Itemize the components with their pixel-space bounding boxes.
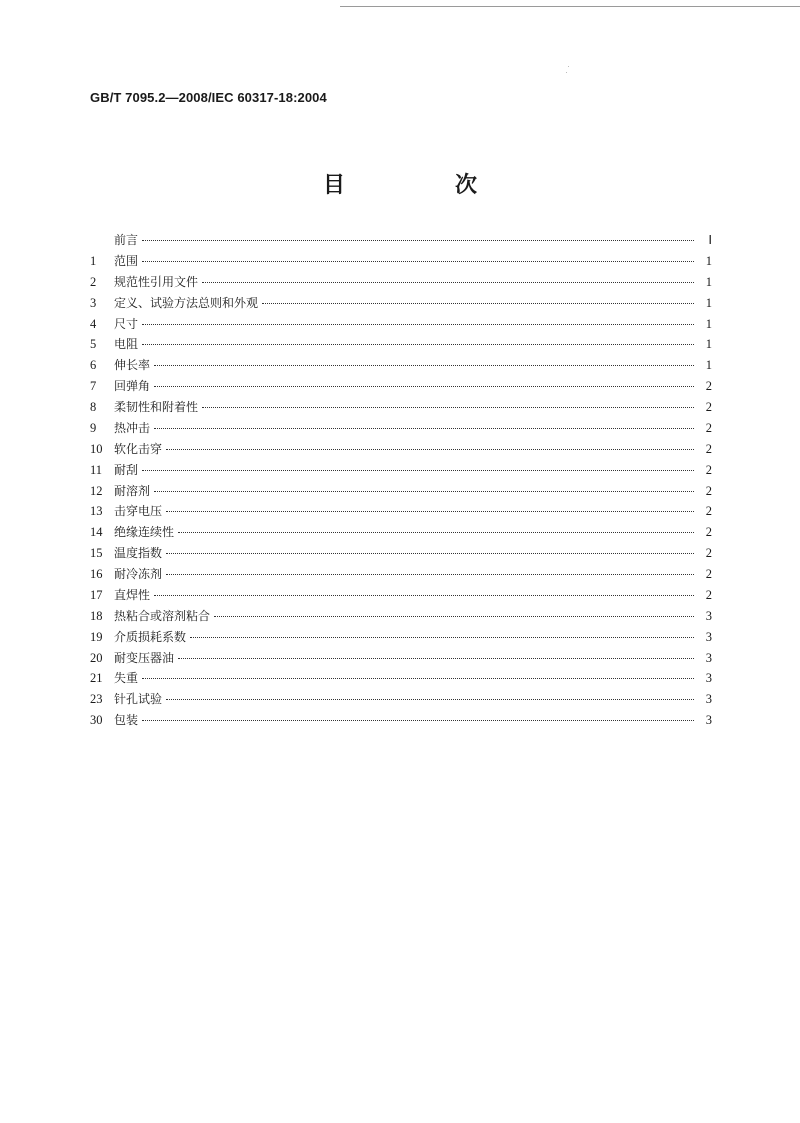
toc-entry-number: 19 [90,629,103,644]
toc-dot-leader [142,470,694,471]
toc-dot-leader [154,386,694,387]
toc-entry[interactable] [90,565,712,586]
toc-entry-page: 2 [705,379,712,394]
toc-entry[interactable] [90,711,712,732]
toc-entry-label: 规范性引用文件 [114,274,199,289]
toc-entry-page: 2 [705,567,712,581]
toc-dot-leader [142,678,694,679]
toc-entry[interactable] [90,377,712,398]
toc-entry-page: 2 [705,462,712,477]
toc-dot-leader [154,365,694,366]
toc-dot-leader [154,491,694,492]
toc-entry[interactable] [90,273,712,294]
toc-entry-page: 1 [705,295,712,310]
toc-entry[interactable] [90,335,712,356]
toc-entry-label: 温度指数 [114,546,163,561]
toc-entry-number: 30 [90,713,103,728]
toc-dot-leader [178,532,694,533]
toc-entry[interactable] [90,690,712,711]
toc-entry-number: 6 [90,358,97,373]
toc-entry[interactable] [90,523,712,544]
toc-entry-label: 软化击穿 [114,441,163,456]
toc-dot-leader [202,282,694,283]
toc-entry[interactable] [90,398,712,419]
toc-entry-page: 2 [705,587,712,602]
toc-entry-label: 介质损耗系数 [114,629,187,644]
toc-entry-number: 9 [90,420,97,435]
toc-entry-label: 柔韧性和附着性 [114,400,199,414]
toc-entry-label: 失重 [114,671,139,686]
toc-entry-label: 范围 [114,253,139,268]
toc-dot-leader [202,407,694,408]
toc-dot-leader [154,595,694,596]
toc-entry[interactable] [90,315,712,336]
toc-entry-page: 3 [705,671,712,686]
toc-entry-page: 2 [705,483,712,498]
toc-entry-label: 热粘合或溶剂粘合 [114,608,211,623]
toc-dot-leader [154,428,694,429]
toc-entry[interactable] [90,440,712,461]
toc-dot-leader [166,574,694,575]
toc-entry[interactable] [90,628,712,649]
toc-entry-number: 17 [90,587,103,602]
toc-entry-number: 2 [90,274,97,289]
toc-entry-label: 定义、试验方法总则和外观 [114,295,259,310]
toc-dot-leader [142,324,694,325]
toc-entry-number: 8 [90,400,97,414]
toc-entry-number: 15 [90,546,103,561]
toc-entry-label: 绝缘连续性 [114,525,175,540]
toc-entry[interactable] [90,607,712,628]
toc-entry-page: 1 [705,337,712,352]
toc-entry-number: 4 [90,316,97,331]
toc-entry-label: 耐冷冻剂 [114,567,163,581]
toc-entry-page: 2 [705,400,712,414]
toc-entry-number: 11 [90,462,103,477]
toc-dot-leader [262,303,694,304]
toc-entry-number: 23 [90,692,103,707]
toc-dot-leader [190,637,694,638]
toc-entry[interactable] [90,294,712,315]
toc-dot-leader [166,511,694,512]
toc-dot-leader [214,616,694,617]
toc-entry-page: Ⅰ [708,233,712,247]
toc-entry-number: 10 [90,441,103,456]
toc-dot-leader [166,449,694,450]
toc-entry-page: 3 [705,692,712,707]
toc-entry-page: 3 [705,608,712,623]
toc-entry-number: 20 [90,650,103,665]
toc-entry-number: 12 [90,483,103,498]
table-of-contents [90,231,712,732]
toc-entry-number: 1 [90,253,97,268]
toc-entry-label: 电阻 [114,337,139,352]
toc-entry-number: 16 [90,567,103,581]
toc-entry-label: 针孔试验 [114,692,163,707]
toc-dot-leader [142,261,694,262]
toc-entry-label: 直焊性 [114,587,151,602]
toc-entry-label: 击穿电压 [114,504,163,519]
toc-entry-number: 5 [90,337,97,352]
toc-entry-label: 包装 [114,713,139,728]
toc-entry-label: 回弹角 [114,379,151,394]
toc-entry-page: 3 [705,713,712,728]
toc-entry[interactable] [90,502,712,523]
toc-entry[interactable] [90,231,712,252]
toc-entry-number: 3 [90,295,97,310]
toc-entry-page: 1 [705,274,712,289]
toc-dot-leader [142,344,694,345]
standard-code: GB/T 7095.2—2008/IEC 60317-18:2004 [90,90,327,105]
toc-entry-number: 7 [90,379,97,394]
toc-entry[interactable] [90,544,712,565]
toc-entry-page: 2 [705,441,712,456]
toc-entry[interactable] [90,586,712,607]
toc-entry-page: 2 [705,525,712,540]
toc-entry-page: 2 [705,420,712,435]
toc-entry[interactable] [90,252,712,273]
toc-entry[interactable] [90,669,712,690]
toc-entry-page: 3 [705,629,712,644]
toc-entry-label: 尺寸 [114,316,139,331]
toc-entry-page: 1 [705,358,712,373]
toc-entry-number: 13 [90,504,103,519]
toc-entry-label: 耐溶剂 [114,483,151,498]
toc-dot-leader [166,553,694,554]
toc-dot-leader [166,699,694,700]
toc-entry-number: 21 [90,671,103,686]
toc-entry-page: 2 [705,546,712,561]
toc-entry-number: 18 [90,608,103,623]
toc-entry-page: 2 [705,504,712,519]
toc-entry-label: 前言 [114,233,139,247]
toc-entry-label: 伸长率 [114,358,151,373]
toc-entry-label: 耐刮 [114,462,139,477]
page-title: 目 次 [322,173,521,198]
scan-speck [568,66,569,67]
toc-entry-number: 14 [90,525,103,540]
toc-entry[interactable] [90,356,712,377]
toc-entry[interactable] [90,482,712,503]
toc-entry-page: 1 [705,253,712,268]
toc-entry-page: 3 [705,650,712,665]
toc-dot-leader [178,658,694,659]
toc-entry-label: 耐变压器油 [114,650,175,665]
top-rule [340,6,800,7]
toc-dot-leader [142,720,694,721]
toc-entry[interactable] [90,461,712,482]
toc-entry[interactable] [90,419,712,440]
scan-speck [566,72,567,73]
toc-dot-leader [142,240,694,241]
toc-entry[interactable] [90,649,712,670]
toc-entry-page: 1 [705,316,712,331]
toc-entry-label: 热冲击 [114,420,151,435]
